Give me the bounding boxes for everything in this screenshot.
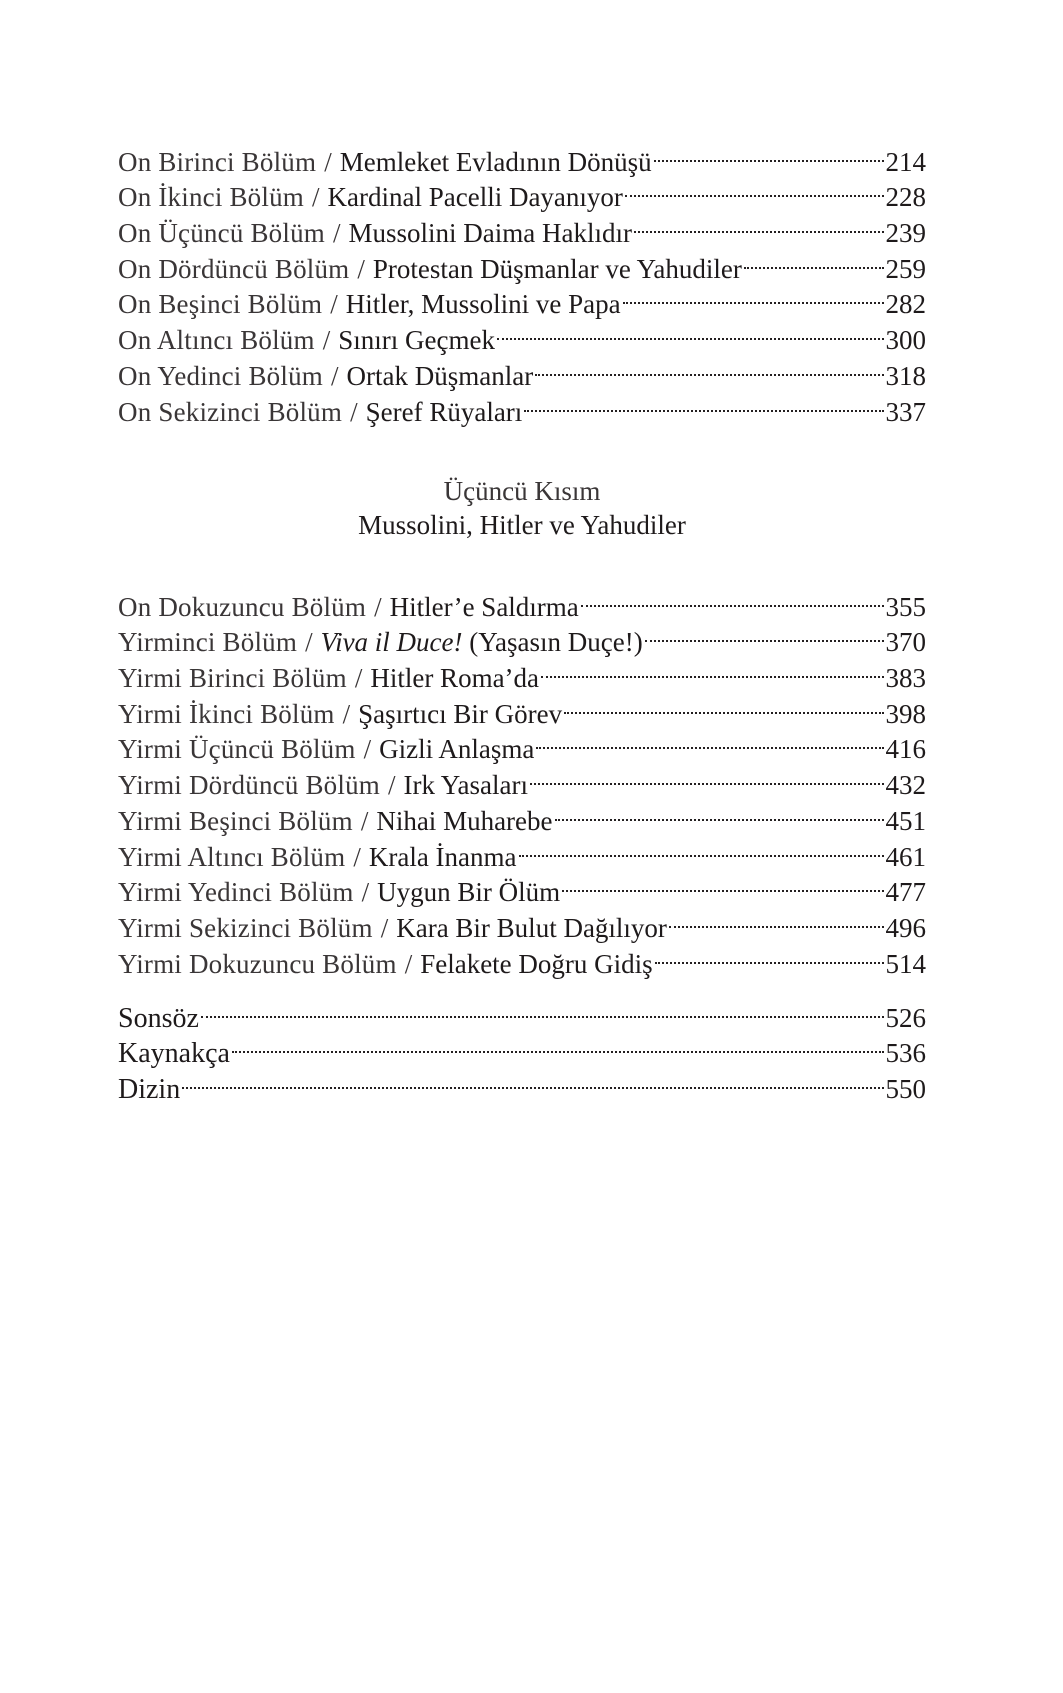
chapter-number: On Beşinci Bölüm: [118, 289, 323, 320]
part-label: Üçüncü Kısım: [443, 476, 601, 506]
chapter-title: Krala İnanma: [368, 841, 517, 872]
page-number: 355: [885, 591, 926, 622]
chapter-number: Yirmi Beşinci Bölüm: [118, 805, 353, 836]
separator: /: [322, 325, 331, 356]
dot-leader: [645, 616, 884, 652]
dot-leader: [536, 723, 883, 759]
dot-leader: [524, 385, 883, 421]
page-number: 239: [885, 218, 926, 249]
back-matter-title: Kaynakça: [118, 1038, 230, 1070]
dot-leader: [201, 991, 884, 1027]
chapter-title: Uygun Bir Ölüm: [377, 877, 561, 908]
dot-leader: [564, 687, 883, 723]
separator: /: [388, 770, 396, 801]
page-number: 416: [885, 734, 926, 765]
chapter-title: Ortak Düşmanlar: [346, 360, 534, 391]
chapter-number: Yirmi Sekizinci Bölüm: [118, 912, 373, 943]
page-number: 461: [885, 841, 926, 872]
page-number: 477: [885, 877, 926, 908]
separator: /: [330, 289, 338, 320]
chapter-title: Hitler, Mussolini ve Papa: [345, 289, 621, 320]
chapter-title: Kardinal Pacelli Dayanıyor: [327, 182, 623, 213]
part-heading: [118, 474, 926, 542]
separator: /: [324, 146, 332, 177]
chapter-number: Yirmi Altıncı Bölüm: [118, 841, 346, 872]
chapter-number: Yirmi Dokuzuncu Bölüm: [118, 948, 397, 979]
dot-leader: [530, 758, 884, 794]
dot-leader: [581, 580, 884, 616]
separator: /: [404, 948, 413, 979]
separator: /: [330, 360, 339, 391]
toc-back-matter: [118, 991, 926, 1106]
chapter-number: Yirmi Üçüncü Bölüm: [118, 734, 356, 765]
chapter-number: On İkinci Bölüm: [118, 182, 304, 213]
page-number: 383: [885, 663, 926, 694]
separator: /: [305, 627, 313, 658]
dot-leader: [623, 278, 884, 314]
chapter-number: On Birinci Bölüm: [118, 146, 317, 177]
chapter-title: Mussolini Daima Haklıdır: [348, 218, 632, 249]
back-matter-title: Sonsöz: [118, 1002, 199, 1034]
chapter-number: Yirmi İkinci Bölüm: [118, 698, 335, 729]
chapter-title: Gizli Anlaşma: [379, 734, 535, 765]
dot-leader: [182, 1062, 883, 1098]
chapter-number: On Sekizinci Bölüm: [118, 396, 343, 427]
toc-entry[interactable]: [118, 135, 926, 177]
page-number: 526: [885, 1002, 926, 1033]
toc-part2-list: [118, 135, 926, 427]
chapter-title: Nihai Muharebe: [376, 805, 553, 836]
chapter-title: Felakete Doğru Gidiş: [420, 948, 653, 979]
separator: /: [312, 182, 320, 213]
page-number: 282: [885, 289, 926, 320]
page-number: 432: [885, 770, 926, 801]
page-number: 259: [885, 253, 926, 284]
chapter-title-rest: (Yaşasın Duçe!): [462, 627, 643, 658]
page-number: 214: [885, 146, 926, 177]
chapter-number: On Altıncı Bölüm: [118, 325, 315, 356]
separator: /: [350, 396, 358, 427]
separator: /: [361, 877, 370, 908]
chapter-title: Şeref Rüyaları: [365, 396, 523, 427]
chapter-number: Yirmi Birinci Bölüm: [118, 663, 347, 694]
dot-leader: [744, 242, 884, 278]
dot-leader: [669, 901, 884, 937]
chapter-number: Yirmi Dördüncü Bölüm: [118, 770, 380, 801]
dot-leader: [535, 349, 883, 385]
toc-entry[interactable]: [118, 1062, 926, 1106]
chapter-title: Memleket Evladının Dönüşü: [339, 146, 652, 177]
dot-leader: [562, 866, 883, 902]
page-number: 370: [885, 627, 926, 658]
chapter-number: On Dokuzuncu Bölüm: [118, 591, 367, 622]
page-number: 337: [885, 396, 926, 427]
dot-leader: [625, 171, 884, 207]
separator: /: [380, 912, 389, 943]
page-number: 536: [885, 1038, 926, 1069]
separator: /: [342, 698, 351, 729]
chapter-title: Kara Bir Bulut Dağılıyor: [396, 912, 667, 943]
page-number: 496: [885, 912, 926, 943]
chapter-number: On Dördüncü Bölüm: [118, 253, 350, 284]
dot-leader: [655, 937, 884, 973]
toc-entry[interactable]: [118, 1027, 926, 1070]
page-number: 300: [885, 325, 926, 356]
separator: /: [374, 591, 382, 622]
page-number: 398: [885, 698, 926, 729]
chapter-title: Hitler’e Saldırma: [389, 591, 579, 622]
chapter-title: Şaşırtıcı Bir Görev: [358, 698, 563, 729]
separator: /: [360, 805, 369, 836]
chapter-number: Yirminci Bölüm: [118, 627, 298, 658]
chapter-title: Sınırı Geçmek: [338, 325, 495, 356]
chapter-title-italic: Viva il Duce!: [320, 627, 463, 658]
chapter-number: Yirmi Yedinci Bölüm: [118, 877, 354, 908]
back-matter-title: Dizin: [118, 1074, 181, 1106]
dot-leader: [654, 135, 884, 171]
toc-entry[interactable]: [118, 991, 926, 1034]
chapter-number: On Yedinci Bölüm: [118, 360, 323, 391]
dot-leader: [634, 206, 884, 242]
chapter-title: Hitler Roma’da: [370, 663, 540, 694]
chapter-title: Irk Yasaları: [403, 770, 528, 801]
separator: /: [353, 841, 361, 872]
separator: /: [357, 253, 365, 284]
page-number: 451: [885, 805, 926, 836]
page-number: 318: [885, 360, 926, 391]
chapter-title: Protestan Düşmanlar ve Yahudiler: [372, 253, 742, 284]
page-number: 228: [885, 182, 926, 213]
separator: /: [354, 663, 363, 694]
part-title: Mussolini, Hitler ve Yahudiler: [358, 510, 686, 540]
separator: /: [332, 218, 341, 249]
toc-entry[interactable]: [118, 580, 926, 622]
dot-leader: [232, 1027, 884, 1063]
dot-leader: [541, 651, 883, 687]
page-number: 514: [885, 948, 926, 979]
dot-leader: [497, 313, 884, 349]
toc-part3-list: [118, 580, 926, 979]
page-number: 550: [885, 1074, 926, 1105]
separator: /: [363, 734, 372, 765]
dot-leader: [519, 830, 884, 866]
chapter-number: On Üçüncü Bölüm: [118, 218, 325, 249]
dot-leader: [555, 794, 884, 830]
